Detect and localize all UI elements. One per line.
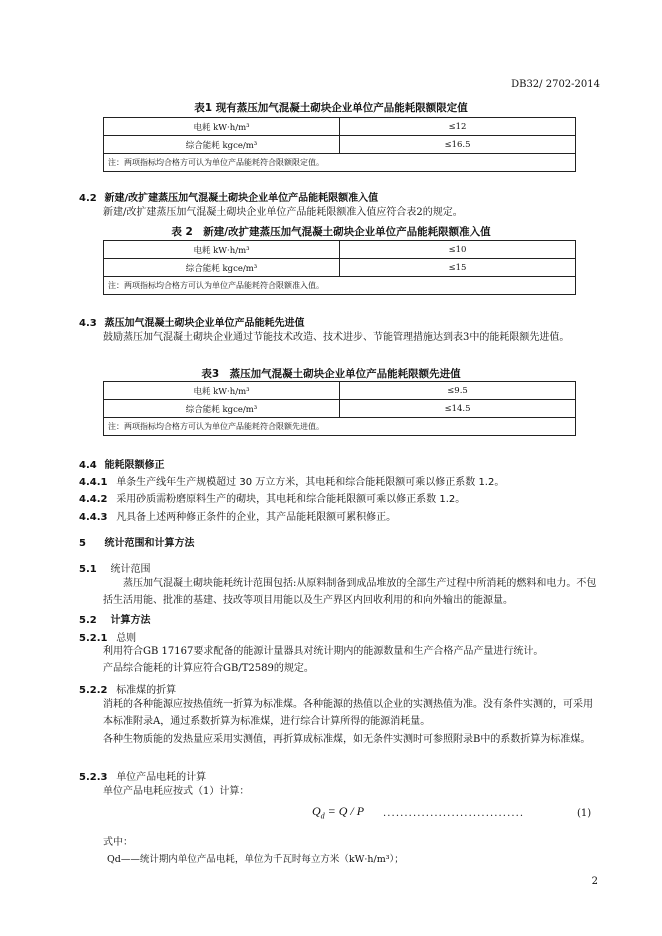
table2 <box>103 240 576 295</box>
table-row <box>104 400 576 418</box>
section-heading-4-3 <box>79 314 304 329</box>
section-number: 5 <box>79 538 86 549</box>
section-number: 5.2.3 <box>79 772 108 783</box>
section-title: 统计范围和计算方法 <box>104 538 195 549</box>
section-number: 5.2.2 <box>79 685 108 696</box>
table-note-row <box>104 277 576 295</box>
table-note: 注：两项指标均合格方可认为单位产品能耗符合限额先进值。 <box>104 418 576 436</box>
table-cell-value: ≤9.5 <box>340 382 576 400</box>
section-heading-5-2-1 <box>79 629 136 644</box>
table-cell-value: ≤10 <box>340 241 576 259</box>
clause-text: 凡具备上述两种修正条件的企业，其产品能耗限额可累积修正。 <box>116 512 397 523</box>
section-heading-5 <box>79 534 194 549</box>
section-title: 总则 <box>116 633 137 644</box>
table-cell-label: 综合能耗 kgce/m³ <box>104 136 340 154</box>
section-number: 4.3 <box>79 318 97 329</box>
table-cell-value: ≤16.5 <box>340 136 576 154</box>
section-heading-5-1 <box>79 560 150 575</box>
paragraph: 产品综合能耗的计算应符合GB/T2589的规定。 <box>103 663 314 674</box>
table-cell-value: ≤14.5 <box>340 400 576 418</box>
clause-text: 单条生产线年生产规模超过 30 万立方米，其电耗和综合能耗限额可乘以修正系数 1.2。 <box>116 477 505 488</box>
section-title: 蒸压加气混凝土砌块企业单位产品能耗先进值 <box>104 318 305 329</box>
section-heading-5-2-3 <box>79 768 206 783</box>
clause-number: 4.4.3 <box>79 512 108 523</box>
section-heading-5-2-2 <box>79 681 176 696</box>
table-note-row <box>104 418 576 436</box>
table-cell-label: 电耗 kW·h/m³ <box>104 382 340 400</box>
table-cell-label: 电耗 kW·h/m³ <box>104 241 340 259</box>
paragraph: 蒸压加气混凝土砌块能耗统计范围包括:从原料制备到成品堆放的全部生产过程中所消耗的燃料和电力。不包括生活用能、批准的基建、技改等项目用能以及生产界区内回收利用的和向外输出的能源量。 <box>103 578 597 606</box>
table-row <box>104 241 576 259</box>
clause-4-4-1 <box>79 473 504 488</box>
table-row <box>104 259 576 277</box>
formula-number: (1) <box>577 808 592 819</box>
section-heading-4-4 <box>79 456 164 471</box>
section-heading-5-2 <box>79 611 150 626</box>
section-title: 统计范围 <box>110 564 151 575</box>
table-note: 注：两项指标均合格方可认为单位产品能耗符合限额准入值。 <box>104 277 576 295</box>
table-row <box>104 136 576 154</box>
table-cell-value: ≤12 <box>340 118 576 136</box>
table-cell-label: 综合能耗 kgce/m³ <box>104 400 340 418</box>
table-cell-value: ≤15 <box>340 259 576 277</box>
paragraph: 消耗的各种能源应按热值统一折算为标准煤。各种能源的热值以企业的实测热值为准。没有条件实测的，可采用本标准附录A，通过系数折算为标准煤，进行综合计算所得的能源消耗量。 <box>103 699 593 727</box>
table3-title: 表3 蒸压加气混凝土砌块企业单位产品能耗限额先进值 <box>201 368 461 380</box>
table-cell-label: 电耗 kW·h/m³ <box>104 118 340 136</box>
standard-code: DB32/ 2702-2014 <box>511 79 600 90</box>
section-title: 能耗限额修正 <box>104 460 165 471</box>
table-row <box>104 382 576 400</box>
page-number: 2 <box>591 876 598 887</box>
definition: Qd——统计期内单位产品电耗，单位为千瓦时每立方米（kW·h/m³）； <box>107 854 404 865</box>
clause-text: 采用砂质需粉磨原料生产的砌块，其电耗和综合能耗限额可乘以修正系数 1.2。 <box>116 494 466 505</box>
table3 <box>103 381 576 436</box>
clause-4-4-2 <box>79 490 465 505</box>
table-row <box>104 118 576 136</box>
section-number: 5.2.1 <box>79 633 108 644</box>
paragraph: 单位产品电耗应按式（1）计算： <box>103 786 250 797</box>
table2-title: 表 2 新建/改扩建蒸压加气混凝土砌块企业单位产品能耗限额准入值 <box>171 226 491 238</box>
paragraph: 利用符合GB 17167要求配备的能源计量器具对统计期内的能源数量和生产合格产品产量进行统计。 <box>103 646 544 657</box>
section-title: 计算方法 <box>110 615 151 626</box>
clause-4-4-3 <box>79 508 396 523</box>
table-note-row <box>104 154 576 172</box>
section-heading-4-2 <box>79 189 378 204</box>
table-cell-label: 综合能耗 kgce/m³ <box>104 259 340 277</box>
paragraph: 鼓励蒸压加气混凝土砌块企业通过节能技术改造、技术进步、节能管理措施达到表3中的能耗限额先进值。 <box>103 332 570 343</box>
paragraph: 新建/改扩建蒸压加气混凝土砌块企业单位产品能耗限额准入值应符合表2的规定。 <box>103 207 463 218</box>
section-title: 标准煤的折算 <box>116 685 177 696</box>
formula-1: $Q_d = Q / P$ <box>312 804 365 821</box>
section-title: 单位产品电耗的计算 <box>116 772 207 783</box>
paragraph: 式中： <box>103 837 133 848</box>
section-number: 4.4 <box>79 460 97 471</box>
section-number: 5.1 <box>79 564 97 575</box>
clause-number: 4.4.1 <box>79 477 108 488</box>
table1 <box>103 117 576 172</box>
paragraph: 各种生物质能的发热量应采用实测值，再折算成标准煤，如无条件实测时可参照附录B中的系数折算为标准煤。 <box>103 734 591 745</box>
table-note: 注：两项指标均合格方可认为单位产品能耗符合限额限定值。 <box>104 154 576 172</box>
section-number: 5.2 <box>79 615 97 626</box>
section-number: 4.2 <box>79 193 97 204</box>
clause-number: 4.4.2 <box>79 494 108 505</box>
section-title: 新建/改扩建蒸压加气混凝土砌块企业单位产品能耗限额准入值 <box>104 193 379 204</box>
table1-title: 表1 现有蒸压加气混凝土砌块企业单位产品能耗限额限定值 <box>194 102 468 114</box>
formula-leader-dots: ................................. <box>383 808 525 819</box>
